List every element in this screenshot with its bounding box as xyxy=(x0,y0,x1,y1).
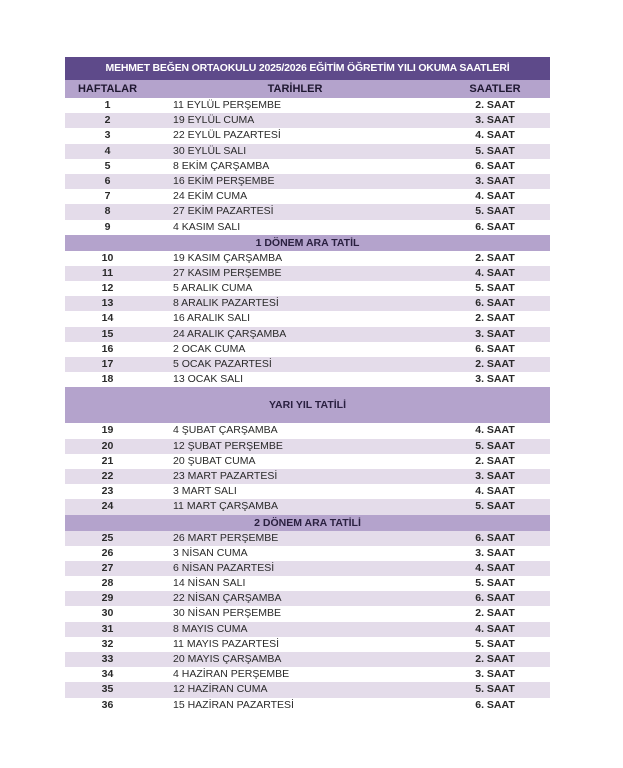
hour-cell: 3. SAAT xyxy=(475,546,515,559)
date-cell: 16 EKİM PERŞEMBE xyxy=(173,174,275,187)
table-row xyxy=(65,454,550,469)
week-cell: 27 xyxy=(101,561,114,574)
hour-cell: 2. SAAT xyxy=(475,312,515,325)
week-cell: 11 xyxy=(101,266,114,279)
hour-cell: 2. SAAT xyxy=(475,251,515,264)
date-cell: 4 ŞUBAT ÇARŞAMBA xyxy=(173,424,278,437)
hour-cell: 2. SAAT xyxy=(475,607,515,620)
date-cell: 26 MART PERŞEMBE xyxy=(173,531,279,544)
hour-cell: 4. SAAT xyxy=(475,561,515,574)
date-cell: 11 MAYIS PAZARTESİ xyxy=(173,637,280,650)
week-cell: 25 xyxy=(101,531,114,544)
date-cell: 8 MAYIS CUMA xyxy=(173,622,248,635)
week-cell: 23 xyxy=(101,485,114,498)
hour-cell: 2. SAAT xyxy=(475,358,515,370)
table-row xyxy=(65,204,550,219)
date-cell: 24 ARALIK ÇARŞAMBA xyxy=(173,327,287,340)
date-cell: 13 OCAK SALI xyxy=(173,373,244,386)
table-row xyxy=(65,311,550,326)
date-cell: 12 ŞUBAT PERŞEMBE xyxy=(173,439,283,452)
week-cell: 4 xyxy=(104,144,111,157)
week-cell: 20 xyxy=(101,439,114,452)
table-row xyxy=(65,439,550,454)
week-cell: 16 xyxy=(101,342,114,355)
hour-cell: 2. SAAT xyxy=(475,454,515,467)
week-cell: 15 xyxy=(101,327,114,340)
date-cell: 20 ŞUBAT CUMA xyxy=(173,454,256,467)
table-row xyxy=(65,667,550,682)
hour-cell: 2. SAAT xyxy=(475,99,515,111)
hour-cell: 5. SAAT xyxy=(475,683,515,696)
table-row xyxy=(65,159,550,174)
table-row xyxy=(65,220,550,235)
table-row xyxy=(65,357,550,372)
date-cell: 8 EKİM ÇARŞAMBA xyxy=(173,159,270,172)
table-row xyxy=(65,342,550,357)
week-cell: 22 xyxy=(101,469,114,482)
week-cell: 29 xyxy=(101,592,114,605)
date-cell: 19 EYLÜL CUMA xyxy=(173,114,255,127)
week-cell: 34 xyxy=(101,668,114,681)
hour-cell: 6. SAAT xyxy=(475,159,515,172)
date-cell: 3 MART SALI xyxy=(173,485,237,498)
table-row xyxy=(65,576,550,591)
hour-cell: 3. SAAT xyxy=(475,114,515,127)
week-cell: 12 xyxy=(101,282,114,295)
hour-cell: 5. SAAT xyxy=(475,205,515,218)
date-cell: 23 MART PAZARTESİ xyxy=(173,469,278,482)
table-row xyxy=(65,144,550,159)
table-row xyxy=(65,637,550,652)
hour-cell: 3. SAAT xyxy=(475,327,515,340)
header-weeks: HAFTALAR xyxy=(77,83,138,95)
table-row xyxy=(65,296,550,311)
week-cell: 8 xyxy=(104,205,111,218)
date-cell: 4 HAZİRAN PERŞEMBE xyxy=(173,668,290,681)
week-cell: 24 xyxy=(101,500,114,513)
table-row xyxy=(65,423,550,438)
week-cell: 14 xyxy=(101,312,114,325)
week-cell: 13 xyxy=(101,297,114,310)
date-cell: 22 NİSAN ÇARŞAMBA xyxy=(173,592,282,605)
hour-cell: 6. SAAT xyxy=(475,220,515,233)
hour-cell: 5. SAAT xyxy=(475,282,515,295)
table-row xyxy=(65,546,550,561)
header-hours: SAATLER xyxy=(469,83,521,95)
date-cell: 11 MART ÇARŞAMBA xyxy=(173,500,279,513)
week-cell: 33 xyxy=(101,653,114,665)
table-row xyxy=(65,266,550,281)
date-cell: 11 EYLÜL PERŞEMBE xyxy=(173,99,281,111)
holiday-break-row: 2 DÖNEM ARA TATİLİ xyxy=(65,515,550,531)
table-row xyxy=(65,251,550,266)
hour-cell: 6. SAAT xyxy=(475,531,515,544)
table-row xyxy=(65,189,550,204)
hour-cell: 2. SAAT xyxy=(475,653,515,665)
week-cell: 1 xyxy=(104,99,111,111)
hour-cell: 5. SAAT xyxy=(475,439,515,452)
week-cell: 30 xyxy=(101,607,114,620)
date-cell: 6 NİSAN PAZARTESİ xyxy=(173,561,275,574)
hour-cell: 4. SAAT xyxy=(475,266,515,279)
holiday-break-row: YARI YIL TATİLİ xyxy=(65,387,550,423)
table-row xyxy=(65,469,550,484)
week-cell: 36 xyxy=(101,698,114,711)
hour-cell: 4. SAAT xyxy=(475,190,515,203)
date-cell: 14 NİSAN SALI xyxy=(173,577,246,590)
week-cell: 19 xyxy=(101,424,114,437)
hour-cell: 3. SAAT xyxy=(475,373,515,386)
reading-schedule-table xyxy=(65,57,550,713)
date-cell: 30 EYLÜL SALI xyxy=(173,144,247,157)
hour-cell: 5. SAAT xyxy=(475,637,515,650)
week-cell: 26 xyxy=(101,546,114,559)
date-cell: 27 KASIM PERŞEMBE xyxy=(173,266,282,279)
hour-cell: 3. SAAT xyxy=(475,174,515,187)
table-row xyxy=(65,372,550,387)
hour-cell: 3. SAAT xyxy=(475,469,515,482)
table-title: MEHMET BEĞEN ORTAOKULU 2025/2026 EĞİTİM ÖĞRETİM YILI OKUMA SAATLERİ xyxy=(65,57,550,80)
table-row xyxy=(65,698,550,713)
hour-cell: 5. SAAT xyxy=(475,500,515,513)
hour-cell: 4. SAAT xyxy=(475,424,515,437)
table-row xyxy=(65,606,550,621)
date-cell: 30 NİSAN PERŞEMBE xyxy=(173,607,281,620)
date-cell: 24 EKİM CUMA xyxy=(173,190,248,203)
week-cell: 2 xyxy=(104,114,111,127)
week-cell: 35 xyxy=(101,683,114,696)
table-row xyxy=(65,98,550,113)
week-cell: 7 xyxy=(104,190,111,203)
date-cell: 19 KASIM ÇARŞAMBA xyxy=(173,251,283,264)
hour-cell: 3. SAAT xyxy=(475,668,515,681)
week-cell: 10 xyxy=(101,251,114,264)
date-cell: 22 EYLÜL PAZARTESİ xyxy=(173,129,281,142)
date-cell: 12 HAZİRAN CUMA xyxy=(173,683,268,696)
table-row xyxy=(65,499,550,514)
week-cell: 28 xyxy=(101,577,114,590)
table-row xyxy=(65,561,550,576)
hour-cell: 6. SAAT xyxy=(475,698,515,711)
table-row xyxy=(65,531,550,546)
date-cell: 5 ARALIK CUMA xyxy=(173,282,253,295)
hour-cell: 4. SAAT xyxy=(475,622,515,635)
week-cell: 17 xyxy=(101,358,114,370)
hour-cell: 6. SAAT xyxy=(475,297,515,310)
hour-cell: 6. SAAT xyxy=(475,342,515,355)
table-body xyxy=(65,98,550,713)
hour-cell: 4. SAAT xyxy=(475,485,515,498)
week-cell: 21 xyxy=(101,454,114,467)
table-row xyxy=(65,622,550,637)
date-cell: 5 OCAK PAZARTESİ xyxy=(173,358,272,370)
date-cell: 3 NİSAN CUMA xyxy=(173,546,248,559)
table-row xyxy=(65,281,550,296)
hour-cell: 6. SAAT xyxy=(475,592,515,605)
holiday-break-row: 1 DÖNEM ARA TATİL xyxy=(65,235,550,251)
table-row xyxy=(65,327,550,342)
date-cell: 27 EKİM PAZARTESİ xyxy=(173,205,274,218)
column-header-row xyxy=(65,80,550,98)
week-cell: 3 xyxy=(104,129,111,142)
week-cell: 31 xyxy=(101,622,114,635)
hour-cell: 4. SAAT xyxy=(475,129,515,142)
header-dates: TARİHLER xyxy=(267,83,323,95)
table-row xyxy=(65,174,550,189)
table-row xyxy=(65,484,550,499)
date-cell: 15 HAZİRAN PAZARTESİ xyxy=(173,698,294,711)
date-cell: 2 OCAK CUMA xyxy=(173,342,246,355)
date-cell: 8 ARALIK PAZARTESİ xyxy=(173,297,279,310)
table-row xyxy=(65,113,550,128)
table-row xyxy=(65,682,550,697)
table-row xyxy=(65,591,550,606)
hour-cell: 5. SAAT xyxy=(475,144,515,157)
date-cell: 4 KASIM SALI xyxy=(173,220,241,233)
week-cell: 9 xyxy=(104,220,111,233)
hour-cell: 5. SAAT xyxy=(475,577,515,590)
date-cell: 16 ARALIK SALI xyxy=(173,312,251,325)
table-row xyxy=(65,128,550,143)
week-cell: 5 xyxy=(104,159,111,172)
week-cell: 18 xyxy=(101,373,114,386)
table-row xyxy=(65,652,550,667)
date-cell: 20 MAYIS ÇARŞAMBA xyxy=(173,653,282,665)
week-cell: 32 xyxy=(101,637,114,650)
week-cell: 6 xyxy=(104,174,111,187)
